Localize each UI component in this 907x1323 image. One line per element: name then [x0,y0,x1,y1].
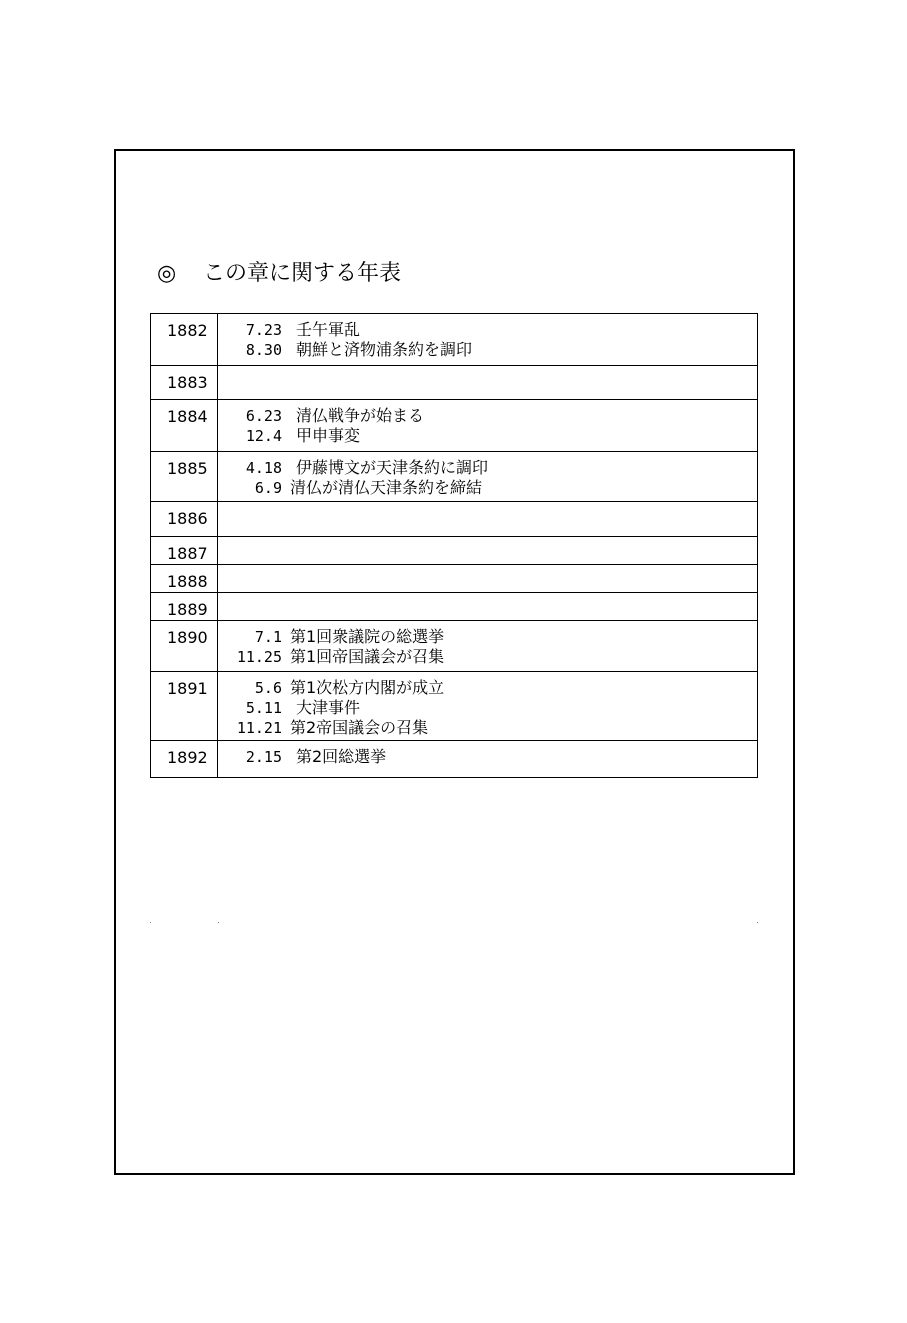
year-cell: 1887 [151,537,218,565]
event-date: 7.23 [245,321,282,339]
section-heading [157,258,401,290]
events-cell [218,366,758,400]
events-cell [218,314,758,366]
timeline-row [151,452,758,502]
events-cell [218,621,758,672]
event-line [218,406,757,426]
event-line [218,458,757,478]
event-text: 清仏が清仏天津条約を締結 [290,478,483,497]
year-cell: 1883 [151,366,218,400]
event-text: 第1回衆議院の総選挙 [290,627,445,646]
event-text: 第1次松方内閣が成立 [290,678,445,697]
timeline-row [151,537,758,565]
event-line [218,426,757,446]
events-cell [218,741,758,778]
events-cell [218,400,758,452]
stray-mark [150,922,151,923]
stray-mark [757,922,758,923]
event-date: 7.1 [254,628,282,646]
events-cell [218,537,758,565]
year-cell: 1884 [151,400,218,452]
timeline-row [151,621,758,672]
event-line [218,698,757,718]
year-cell: 1890 [151,621,218,672]
year-cell: 1885 [151,452,218,502]
event-date: 11.21 [236,719,282,737]
event-date: 8.30 [245,341,282,359]
event-text: 甲申事変 [296,426,361,445]
double-circle-icon: ◎ [157,261,177,286]
event-line [218,478,757,498]
event-date: 5.6 [254,679,282,697]
event-date: 6.23 [245,407,282,425]
year-cell: 1888 [151,565,218,593]
timeline-row [151,741,758,778]
year-cell: 1882 [151,314,218,366]
event-date: 12.4 [245,427,282,445]
event-date: 6.9 [254,479,282,497]
event-line [218,647,757,667]
timeline-row [151,400,758,452]
year-cell: 1886 [151,502,218,537]
event-line [218,718,757,738]
event-line [218,747,757,767]
event-date: 11.25 [236,648,282,666]
events-cell [218,565,758,593]
event-text: 第2帝国議会の召集 [290,718,429,737]
year-cell: 1892 [151,741,218,778]
event-line [218,678,757,698]
event-date: 4.18 [245,459,282,477]
stray-mark [218,922,219,923]
event-text: 第1回帝国議会が召集 [290,647,445,666]
year-cell: 1891 [151,672,218,741]
event-date: 2.15 [245,748,282,766]
event-date: 5.11 [245,699,282,717]
event-text: 朝鮮と済物浦条約を調印 [296,340,473,359]
timeline-row [151,502,758,537]
event-text: 壬午軍乱 [296,320,361,339]
events-cell [218,502,758,537]
event-text: 第2回総選挙 [296,747,387,766]
section-title: この章に関する年表 [203,261,402,286]
events-cell [218,452,758,502]
timeline-row [151,314,758,366]
timeline-row [151,366,758,400]
event-text: 大津事件 [296,698,361,717]
events-cell [218,593,758,621]
event-line [218,340,757,360]
event-line [218,320,757,340]
event-text: 清仏戦争が始まる [296,406,425,425]
timeline-row [151,672,758,741]
timeline-row [151,565,758,593]
event-line [218,627,757,647]
timeline-table [150,313,758,778]
timeline-row [151,593,758,621]
year-cell: 1889 [151,593,218,621]
event-text: 伊藤博文が天津条約に調印 [296,458,489,477]
events-cell [218,672,758,741]
